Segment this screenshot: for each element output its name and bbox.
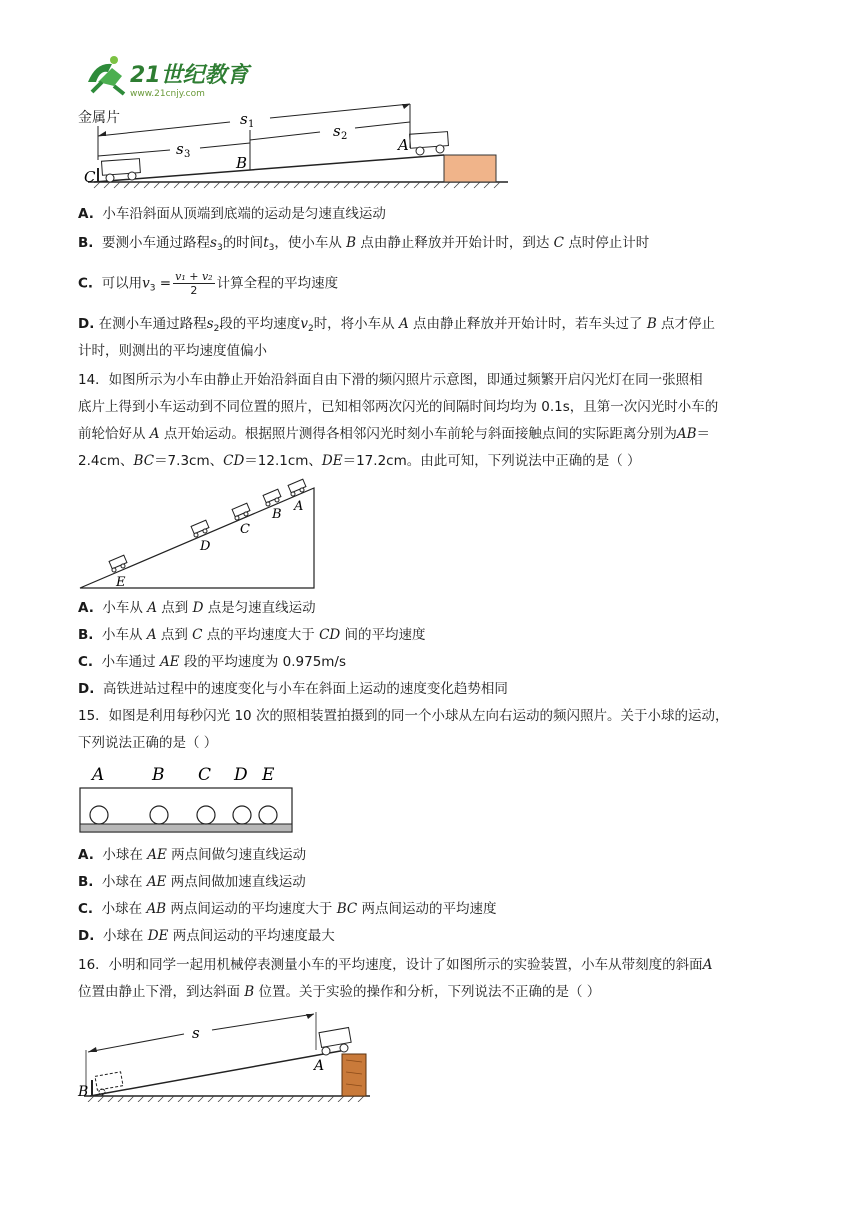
q16-label-B: B (78, 1084, 89, 1100)
q15-label-D: D (234, 765, 248, 785)
q14-option-d: D. 高铁进站过程中的速度变化与小车在斜面上运动的速度变化趋势相同 (78, 681, 508, 697)
q15-flash-photo-diagram (78, 762, 298, 836)
q14-option-c: C. 小车通过 AE 段的平均速度为 0.975m/s (78, 654, 347, 670)
q15-label-B: B (152, 765, 165, 785)
q14-stem-line2: 底片上得到小车运动到不同位置的照片，已知相邻两次闪光的间隔时间均均为 0.1s，且第一次闪光时小车的 (78, 399, 719, 415)
fig13-s1-label: s (240, 110, 248, 128)
q14-stem-line4: 2.4cm、BC＝7.3cm、CD＝12.1cm、DE＝17.2cm。由此可知，下列说法中正确的是（ ） (78, 453, 641, 469)
fig13-s3-sub: 3 (184, 149, 191, 160)
q14-stem-line3: 前轮恰好从 A 点开始运动。根据照片测得各相邻闪光时刻小车前轮与斜面接触点间的实际距离分别为AB＝ (78, 426, 711, 442)
fig13-incline-diagram (80, 98, 520, 190)
q14-label-E: E (116, 575, 126, 590)
q16-label-A: A (314, 1058, 325, 1074)
svg-text:21世纪教育: 21世纪教育 (130, 63, 249, 88)
q15-label-E: E (262, 765, 275, 785)
q15-option-b: B. 小球在 AE 两点间做加速直线运动 (78, 874, 306, 890)
q15-label-A: A (92, 765, 105, 785)
fig13-metal-label: 金属片 (78, 110, 120, 126)
logo-runner-icon (78, 52, 258, 100)
q15-option-c: C. 小球在 AB 两点间运动的平均速度大于 BC 两点间运动的平均速度 (78, 901, 497, 917)
fig13-C-label: C (84, 168, 96, 186)
q14-label-D: D (200, 539, 211, 554)
logo (78, 52, 258, 100)
q15-stem-line1: 15．如图是利用每秒闪光 10 次的照相装置拍摄到的同一个小球从左向右运动的频闪照片。关于小球的运动， (78, 708, 729, 724)
q14-option-a: A. 小车从 A 点到 D 点是匀速直线运动 (78, 600, 316, 616)
q13-option-a: A. 小车沿斜面从顶端到底端的运动是匀速直线运动 (78, 206, 386, 222)
fig13-B-label: B (236, 154, 248, 172)
fig13-s3-label: s (176, 140, 184, 158)
q13-option-b: B. 要测小车通过路程$s_3$的时间$t_3$，使小车从 B 点由静止释放并开始计时，到达 C 点时停止计时 (78, 235, 650, 253)
q16-incline-diagram (76, 1010, 376, 1102)
q14-label-C: C (240, 522, 250, 537)
q14-incline-diagram (76, 478, 326, 594)
q13-option-c: C. 可以用$v_3$ = $\frac{\text{v₁ + v₂}}{2}$ 计算全程的平均速度 (78, 270, 339, 297)
q13-fraction: $\frac{\text{v₁ + v₂}}{2}$ (175, 270, 213, 297)
q14-option-b: B. 小车从 A 点到 C 点的平均速度大于 CD 间的平均速度 (78, 627, 426, 643)
fig13-s2-label: s (333, 122, 341, 140)
q14-label-A: A (294, 499, 304, 514)
q15-option-d: D. 小球在 DE 两点间运动的平均速度最大 (78, 928, 335, 944)
fig13-s1-sub: 1 (248, 119, 255, 130)
q15-label-C: C (198, 765, 212, 785)
q13-option-d-line1: D. 在测小车通过路程$s_2$段的平均速度$v_2$时，将小车从 A 点由静止释放并开始计时，若车头过了 B 点才停止 (78, 316, 716, 334)
fig13-s2-sub: 2 (341, 131, 348, 142)
svg-text:www.21cnjy.com: www.21cnjy.com (130, 89, 205, 99)
q14-stem-line1: 14．如图所示为小车由静止开始沿斜面自由下滑的频闪照片示意图，即通过频繁开启闪光灯在同一张照相 (78, 372, 703, 388)
q13-option-d-line2: 计时，则测出的平均速度值偏小 (78, 343, 267, 359)
q16-stem-line2: 位置由静止下滑，到达斜面 B 位置。关于实验的操作和分析，下列说法不正确的是（ ） (78, 984, 601, 1000)
q16-label-s: s (192, 1024, 200, 1042)
fig13-A-label: A (398, 136, 409, 154)
q15-stem-line2: 下列说法正确的是（ ） (78, 735, 218, 751)
q16-stem-line1: 16．小明和同学一起用机械停表测量小车的平均速度，设计了如图所示的实验装置，小车从带刻度的斜面A (78, 957, 713, 973)
q15-option-a: A. 小球在 AE 两点间做匀速直线运动 (78, 847, 307, 863)
q14-label-B: B (272, 507, 282, 522)
